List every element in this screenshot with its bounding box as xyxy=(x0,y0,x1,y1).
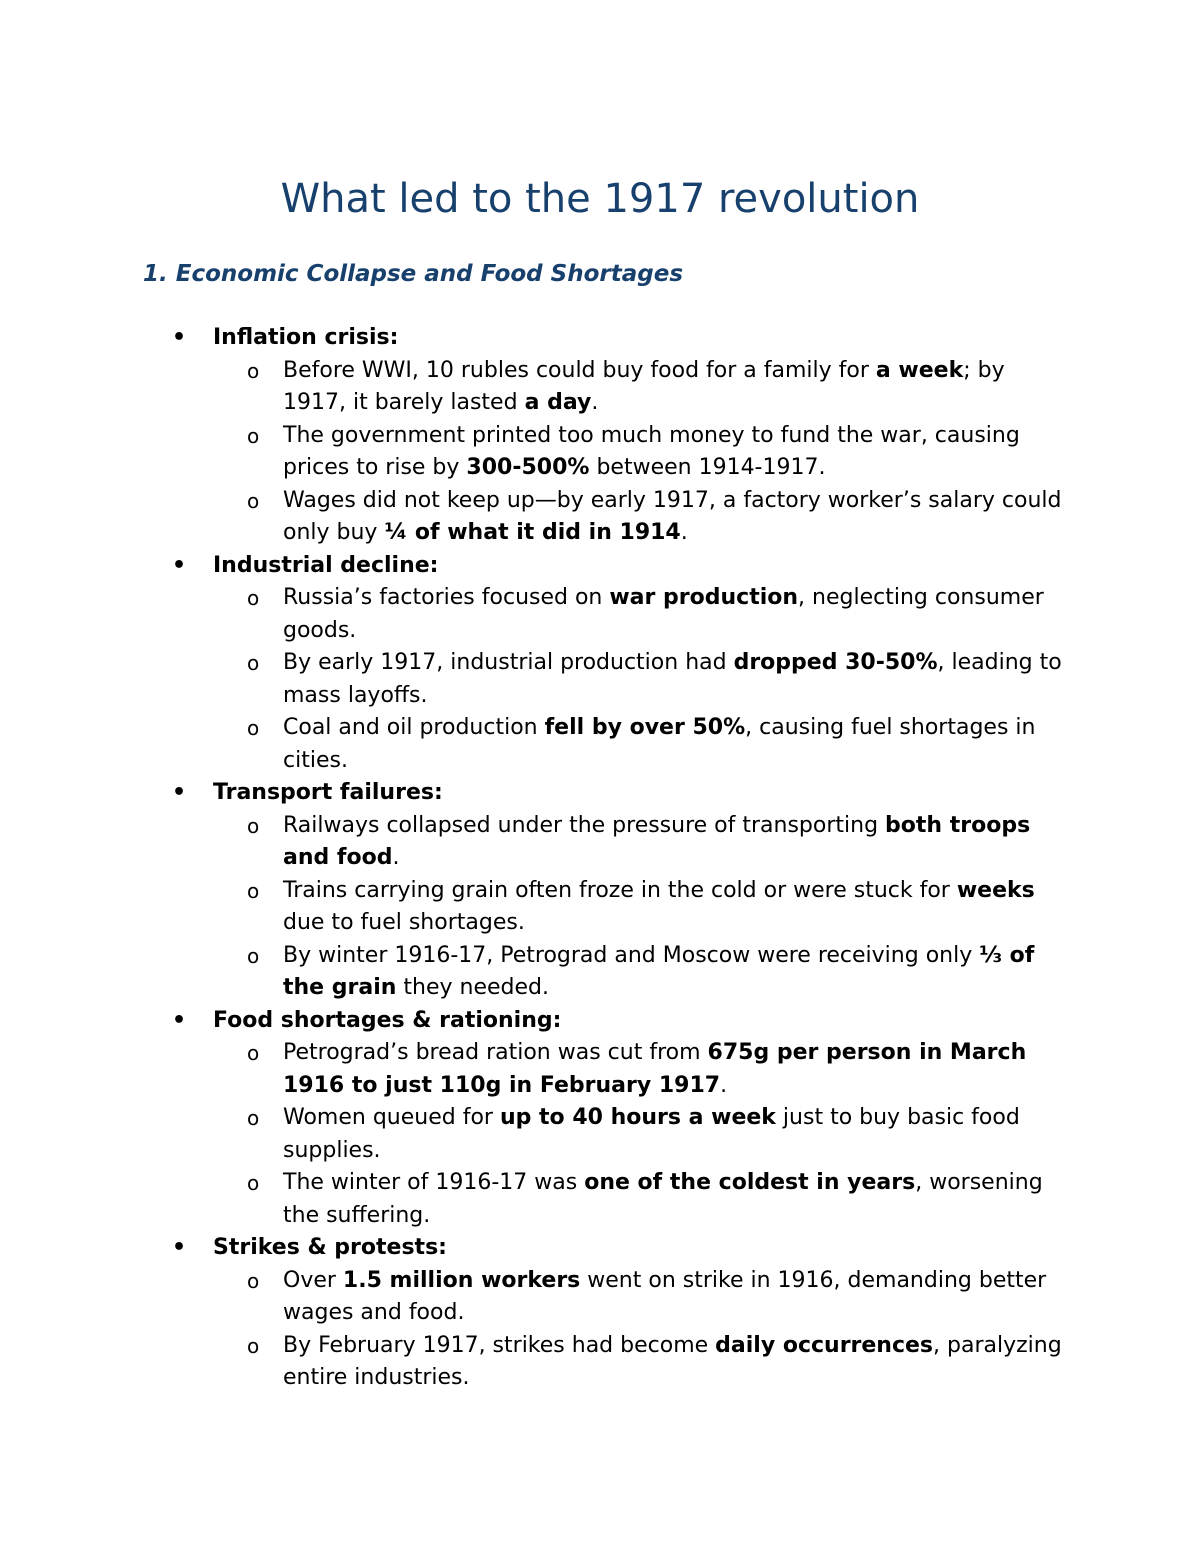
item-text: By early 1917, industrial production had xyxy=(283,650,734,675)
list-item xyxy=(0,875,1200,940)
emphasis-text: 1.5 million workers xyxy=(342,1267,581,1293)
list-item xyxy=(0,355,1200,420)
item-text: By February 1917, strikes had become xyxy=(283,1332,716,1358)
section-label: Industrial decline: xyxy=(213,552,439,578)
sub-bullet-icon: o xyxy=(247,1041,260,1065)
bullet-icon: • xyxy=(172,1235,187,1260)
list-item xyxy=(0,1037,1200,1102)
item-text: , worsening the suffering. xyxy=(283,1170,1043,1228)
list-item-section xyxy=(0,550,1200,583)
bullet-list xyxy=(0,322,1200,1395)
item-text: Coal and oil production xyxy=(283,715,545,740)
section-label: Transport failures: xyxy=(213,780,443,805)
item-text: Women queued for xyxy=(283,1105,500,1130)
sub-bullet-icon: o xyxy=(247,488,260,513)
item-text: . xyxy=(392,845,400,870)
list-item-section xyxy=(0,1005,1200,1038)
section-label: Food shortages & rationing: xyxy=(213,1007,562,1033)
list-item xyxy=(0,1167,1200,1232)
item-text: . xyxy=(591,390,599,415)
item-text: , causing fuel shortages in cities. xyxy=(283,715,1036,773)
emphasis-text: ⅓ of the grain xyxy=(283,942,1035,1000)
item-text: Wages did not keep up—by early 1917, a factory worker’s salary could only buy xyxy=(283,487,1062,545)
sub-bullet-icon: o xyxy=(247,1171,260,1195)
sub-bullet-icon: o xyxy=(247,358,260,383)
item-text: due to fuel shortages. xyxy=(283,910,525,935)
emphasis-text: 675g per person in March 1916 to just 110g in February 1917 xyxy=(283,1040,1027,1098)
sub-bullet-icon: o xyxy=(247,1106,260,1130)
emphasis-text: fell by over 50% xyxy=(544,715,746,740)
item-text: went on strike in 1916, demanding better wages and food. xyxy=(283,1267,1047,1325)
sub-bullet-icon: o xyxy=(247,423,260,448)
sub-bullet-icon: o xyxy=(247,1333,260,1358)
sub-bullet-icon: o xyxy=(247,943,260,968)
emphasis-text: a day xyxy=(524,390,592,415)
item-text: . xyxy=(680,520,688,545)
bullet-icon: • xyxy=(172,780,187,805)
emphasis-text: dropped 30-50% xyxy=(733,650,938,675)
emphasis-text: 300-500% xyxy=(466,455,590,480)
item-text: . xyxy=(720,1072,728,1098)
item-text: Over xyxy=(283,1267,343,1293)
emphasis-text: one of the coldest in years xyxy=(584,1170,916,1195)
list-item xyxy=(0,1330,1200,1395)
item-text: between 1914-1917. xyxy=(589,455,826,480)
item-text: Railways collapsed under the pressure of transporting xyxy=(283,812,886,838)
list-item xyxy=(0,810,1200,875)
sub-bullet-icon: o xyxy=(247,651,260,675)
item-text: , leading to mass layoffs. xyxy=(283,650,1062,708)
item-text: Petrograd’s bread ration was cut from xyxy=(283,1040,708,1065)
item-text: The winter of 1916-17 was xyxy=(283,1170,585,1195)
list-item xyxy=(0,420,1200,485)
emphasis-text: ¼ of what it did in 1914 xyxy=(384,520,681,545)
sub-bullet-icon: o xyxy=(247,813,260,838)
list-item xyxy=(0,647,1200,712)
list-item xyxy=(0,1102,1200,1167)
list-item xyxy=(0,485,1200,550)
emphasis-text: up to 40 hours a week xyxy=(499,1105,776,1130)
item-text: Before WWI, 10 rubles could buy food for a family for xyxy=(283,357,876,383)
sub-bullet-icon: o xyxy=(247,1268,260,1293)
list-item xyxy=(0,940,1200,1005)
item-text: just to buy basic food supplies. xyxy=(283,1105,1020,1163)
item-text: Trains carrying grain often froze in the cold or were stuck for xyxy=(283,877,957,903)
list-item-section xyxy=(0,1232,1200,1265)
item-text: , paralyzing entire industries. xyxy=(283,1332,1062,1390)
sub-bullet-icon: o xyxy=(247,878,260,903)
bullet-icon: • xyxy=(172,325,187,350)
item-text: The government printed too much money to fund the war, causing prices to rise by xyxy=(283,422,1020,480)
bullet-icon: • xyxy=(172,552,187,578)
list-item xyxy=(0,1265,1200,1330)
bullet-icon: • xyxy=(172,1007,187,1033)
emphasis-text: a week xyxy=(875,357,964,383)
document-title: What led to the 1917 revolution xyxy=(280,176,920,222)
section-label: Inflation crisis: xyxy=(213,325,399,350)
list-item xyxy=(0,582,1200,647)
item-text: , neglecting consumer goods. xyxy=(283,585,1044,643)
section-heading: 1. Economic Collapse and Food Shortages xyxy=(143,261,684,287)
emphasis-text: war production xyxy=(609,585,799,610)
emphasis-text: daily occurrences xyxy=(715,1332,934,1358)
emphasis-text: weeks xyxy=(956,877,1035,903)
item-text: they needed. xyxy=(396,975,549,1000)
item-text: ; by 1917, it barely lasted xyxy=(283,357,1005,415)
item-text: By winter 1916-17, Petrograd and Moscow were receiving only xyxy=(283,942,980,968)
sub-bullet-icon: o xyxy=(247,586,260,610)
list-item-section xyxy=(0,322,1200,355)
list-item-section xyxy=(0,777,1200,810)
item-text: Russia’s factories focused on xyxy=(283,585,610,610)
sub-bullet-icon: o xyxy=(247,716,260,740)
list-item xyxy=(0,712,1200,777)
section-label: Strikes & protests: xyxy=(213,1235,447,1260)
emphasis-text: both troops and food xyxy=(283,812,1031,870)
